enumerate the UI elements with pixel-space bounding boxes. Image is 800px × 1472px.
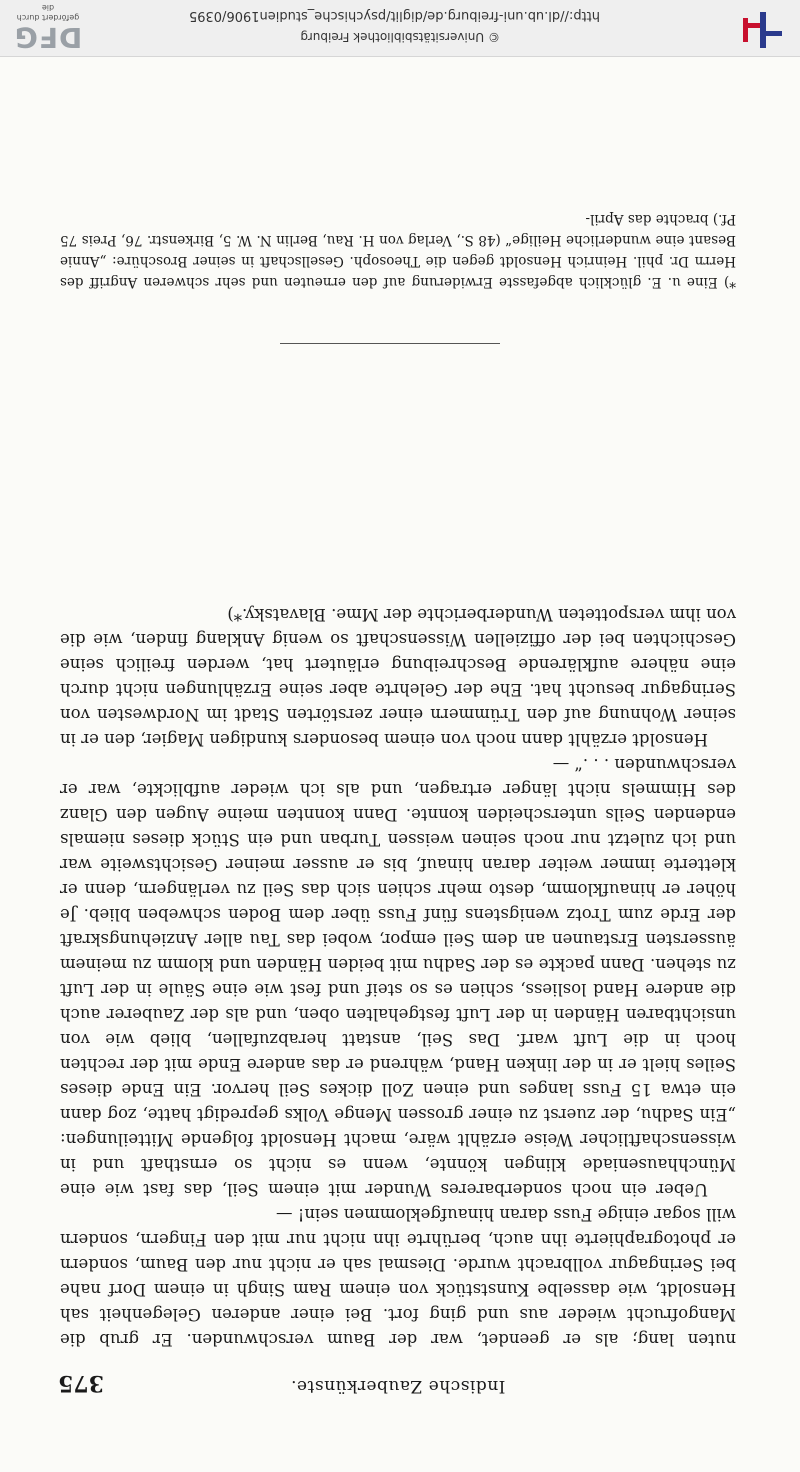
body-text <box>60 602 736 1352</box>
paragraph-1: nuten lang; als er geendet, war der Baum verschwunden. Er grub die Mangofrucht wieder aus und ging fort. Bei einer anderen Gelegenheit sah Hensoldt, wie dasselbe Kunststück von einem Ram Singh in einem Dorf nahe bei Seringagur vollbracht wurde. Diesmal sah er nicht nur den Baum, sondern er photographierte ihn auch, berührte ihn nicht nur mit den Fingern, sondern will sogar einige Fuss daran hinaufgeklommen sein! — <box>60 1205 736 1349</box>
footer-bar <box>0 0 800 57</box>
page-title: Indische Zauberkünste. <box>290 1376 506 1396</box>
copyright-text: © Universitätsbibliothek Freiburg <box>300 30 500 44</box>
footnote-separator <box>280 343 500 344</box>
footnote: *) Eine u. E. glücklich abgefasste Erwiderung auf den erneuten und sehr schweren Angriff des Herrn Dr. phil. Heinrich Hensoldt gegen die Theosoph. Gesellschaft in seiner Broschüre: „Annie Besant eine wunderliche Heilige“ (48 S., Verlag von H. Rau, Berlin N. W. 5, Birkenstr. 76, Preis 75 Pf.) brachte das April- <box>60 211 736 290</box>
ub-freiburg-logo-icon <box>740 10 788 50</box>
paragraph-3: Hensoldt erzählt dann noch von einem besonders kundigen Magier, den er in seiner Wohnung auf den Trümmern einer zerstörten Stadt im Nordwesten von Seringagur besucht hat. Ehe der Gelehrte aber seine Erzählungen nicht durch eine nähere aufklärende Beschreibung erläutert hat, werden freilich seine Geschichten bei der offiziellen Wissenschaft so wenig Anklang finden, wie die von ihm verspotteten Wunderberichte der Mme. Blavatsky.*) <box>60 605 736 749</box>
dfg-logo-icon: DFG <box>13 21 83 54</box>
dfg-logo <box>10 3 86 54</box>
page-number: 375 <box>58 1370 104 1396</box>
running-head <box>58 1366 738 1396</box>
dfg-subtext: gefördert durch die <box>16 3 80 22</box>
paragraph-2: Ueber ein noch sonderbareres Wunder mit einem Seil, das fast wie eine Münchhauseniade klingen könnte, wenn es nicht so ernsthaft und in wissenschaftlicher Weise erzählt wäre, macht Hensoldt folgende Mitteilungen: „Ein Sadhu, der zuerst zu einer grossen Menge Volks gepredigt hatte, zog dann ein etwa 15 Fuss langes und einen Zoll dickes Seil hervor. Ein Ende dieses Seiles hielt er in der linken Hand, während er das andere Ende mit der rechten hoch in die Luft warf. Das Seil, anstatt herabzufallen, blieb wie von unsichtbaren Händen in der Luft festgehalten oben, und als der Zauberer auch die andere Hand losliess, schien es so steif und fest wie eine Säule in der Luft zu stehen. Dann packte es der Sadhu mit beiden Händen und klomm zu meinem äussersten Erstaunen an dem Seil empor, wobei das Tau aller Anziehungskraft der Erde zum Trotz wenigstens fünf Fuss über dem Boden schweben blieb. Je höher er hinaufklomm, desto mehr schien sich das Seil zu verlängern, denn er kletterte immer weiter daran hinauf, bis er ausser meiner Gesichtsweite war und ich zuletzt nur noch seinen weissen Turban und ein Stück dieses niemals endenden Seils unterscheiden konnte. Dann konnten meine Augen den Glanz des Himmels nicht länger ertragen, und als ich wieder aufblickte, war er verschwunden . . .“ — <box>60 755 736 1199</box>
permalink-url[interactable]: http://dl.ub.uni-freiburg.de/diglit/psychische_studien1906/0395 <box>188 8 600 23</box>
